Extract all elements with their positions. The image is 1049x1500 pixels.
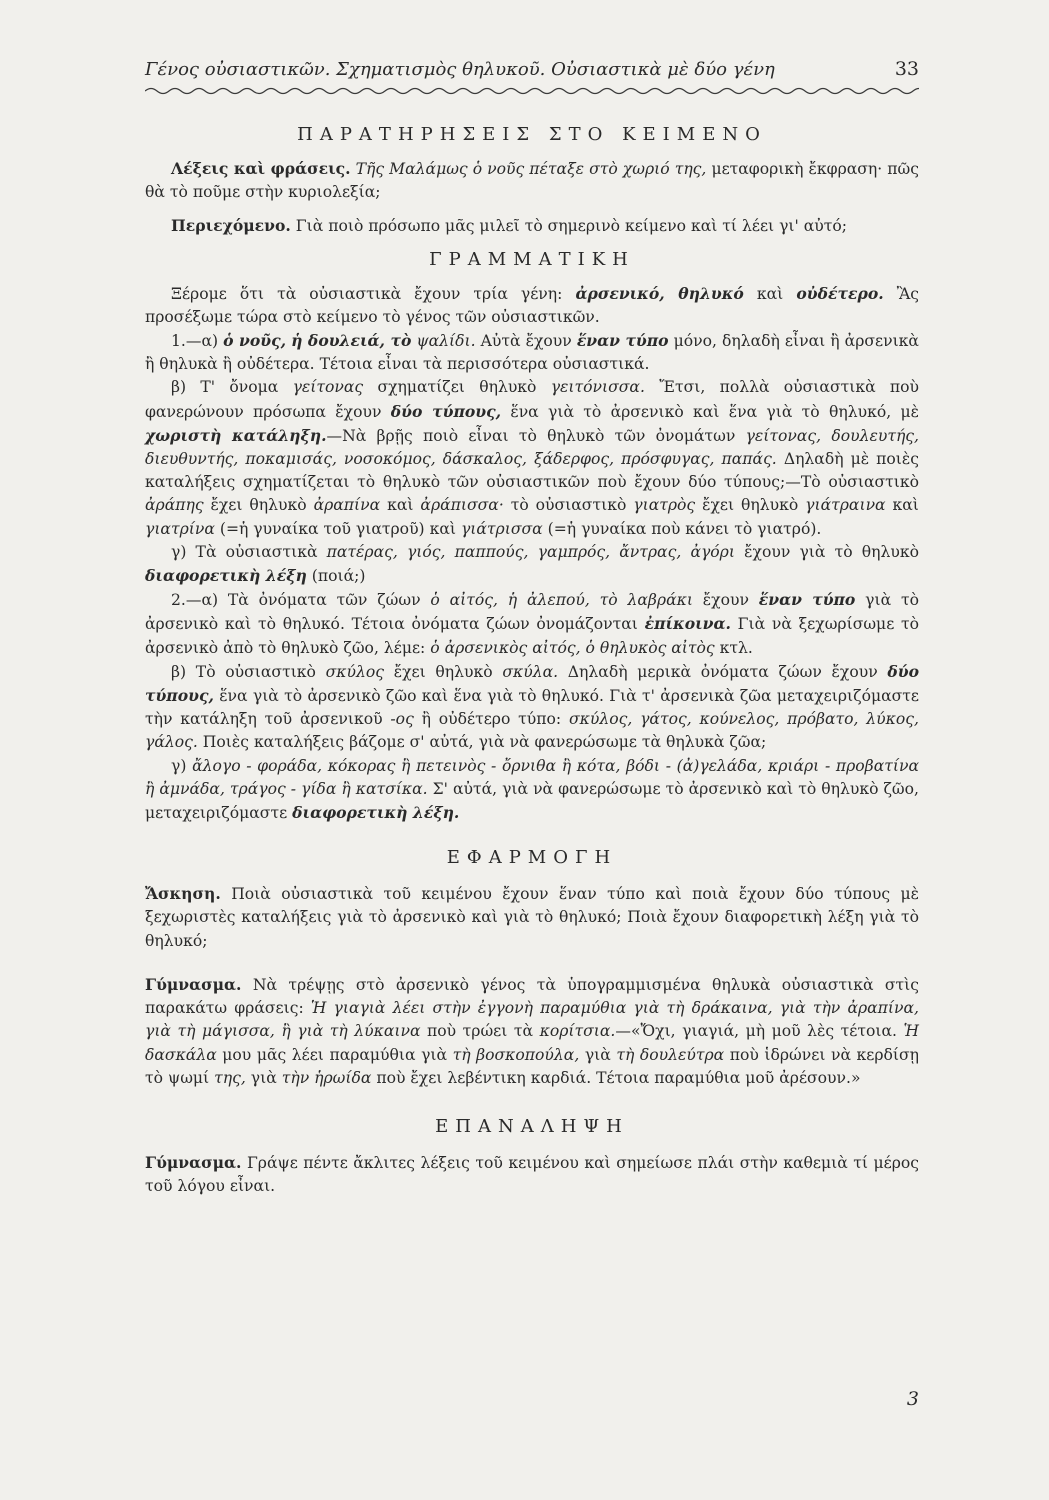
example: Ἡ γιαγιὰ λέει στὴν ἐγγονὴ παραμύθια γιὰ τὴ δράκαινα, γιὰ τὴν ἀραπίνα, γιὰ τὴ μάγισσα, ἢ γιὰ τὴ λύκαινα	[145, 999, 920, 1041]
body-text: γ)	[171, 756, 187, 775]
example: ἡ δουλειά, τὸ	[291, 331, 412, 351]
section-heading-revision: ΕΠΑΝΑΛΗΨΗ	[435, 1115, 629, 1137]
quoted-phrase: Τῆς Μαλάμως ὁ νοῦς πέταξε στὸ χωριό της,	[355, 160, 707, 178]
example: ἀραπίνα	[313, 496, 381, 515]
running-head-title: Γένος οὐσιαστικῶν. Σχηματισμὸς θηλυκοῦ. Οὐσιαστικὰ μὲ δύο γένη	[145, 59, 775, 80]
emphasis: οὐδέτερο.	[796, 283, 884, 303]
body-text: καὶ	[756, 284, 784, 303]
example: τὴ βοσκοπούλα,	[452, 1045, 580, 1064]
body-text: Γράψε πέντε ἄκλιτες λέξεις τοῦ κειμένου καὶ σημείωσε πλάι στὴν καθεμιὰ τί μέρος τοῦ λόγου εἶναι.	[145, 1153, 919, 1196]
body-text: Ἔτσι, πολλὰ οὐσιαστικὰ ποὺ φανερώνουν πρόσωπα ἔχουν	[145, 378, 920, 421]
body-text: Γιὰ νὰ ξεχωρίσωμε τὸ ἀρσενικὸ ἀπὸ τὸ θηλυκὸ ζῶο, λέμε:	[145, 615, 920, 657]
signature-mark: 3	[906, 1388, 919, 1410]
example: Ἡ δασκάλα	[145, 1022, 919, 1064]
exercise-drill	[145, 973, 919, 1090]
body-text: μόνο, δηλαδὴ εἶναι ἢ ἀρσενικὰ ἢ θηλυκὰ ἢ οὐδέτερα. Τέτοια εἶναι τὰ περισσότερα οὐσιαστικά.	[145, 332, 919, 374]
body-text: τὸ οὐσιαστικὸ	[510, 496, 627, 515]
body-text: ἔχει θηλυκὸ	[393, 662, 493, 681]
example: σκύλος, γάτος, κούνελος, πρόβατο, λύκος, γάλος.	[145, 710, 919, 752]
body-text: Νὰ τρέψῃς στὸ ἀρσενικὸ γένος τὰ ὑπογραμμισμένα θηλυκὰ οὐσιαστικὰ στὶς παρακάτω φράσεις:	[145, 975, 919, 1018]
example: γιατρίνα	[145, 519, 215, 538]
wavy-rule	[145, 86, 919, 96]
body-text: β) Τ' ὄνομα	[171, 378, 279, 397]
term-label: Περιεχόμενο.	[171, 216, 291, 236]
body-text: γιὰ τὸ ἀρσενικὸ καὶ τὸ θηλυκό. Τέτοια ὀνόματα ζώων ὀνομάζονται	[145, 591, 919, 634]
example: γειτόνισσα.	[550, 378, 645, 397]
body-text: μου μᾶς λέει παραμύθια γιὰ	[222, 1045, 448, 1064]
emphasis: δύο τύπους,	[145, 661, 920, 706]
example: τὴ δουλεύτρα	[616, 1045, 725, 1064]
paragraph-content	[145, 214, 919, 238]
emphasis: διαφορετικὴ λέξη.	[292, 803, 460, 823]
grammar-rule-2a	[145, 588, 919, 660]
emphasis: ἕναν τύπο	[758, 590, 856, 610]
body-text: ἕνα γιὰ τὸ ἀρσενικὸ ζῶο καὶ ἕνα γιὰ τὸ θηλυκό. Γιὰ τ' ἀρσενικὰ ζῶα μεταχειριζόμαστε τὴν κατάληξη τοῦ ἀρσενικοῦ	[145, 687, 919, 729]
body-text: (ποιά;)	[311, 567, 366, 586]
body-text: κτλ.	[719, 638, 753, 657]
body-text: Ξέρομε ὅτι τὰ οὐσιαστικὰ ἔχουν τρία γένη:	[171, 284, 563, 303]
body-text: β) Τὸ οὐσιαστικὸ	[171, 662, 316, 681]
body-text: ποὺ ἱδρώνει νὰ κερδίσῃ τὸ ψωμί	[145, 1045, 919, 1087]
body-text: ἔχει θηλυκὸ	[210, 496, 307, 515]
example: ἄλογο - φοράδα, κόκορας ἢ πετεινὸς - ὄρνιθα ἢ κότα, βόδι - (ἀ)γελάδα, κριάρι - προβατίνα ἢ ἀμνάδα, τράγος - γίδα ἢ κατσίκα.	[145, 756, 919, 798]
grammar-rule-1a	[145, 329, 919, 376]
term-label: Γύμνασμα.	[145, 974, 242, 994]
example: ὁ ἀρσενικὸς αἰτός, ὁ θηλυκὸς αἰτὸς	[430, 638, 715, 657]
grammar-rule-2c	[145, 755, 919, 826]
example: γιάτραινα	[805, 496, 886, 515]
body-text: 2.—α) Τὰ ὀνόματα τῶν ζώων	[171, 591, 421, 610]
example: κορίτσια.	[539, 1022, 616, 1041]
example: γείτονας, δουλευτής, διευθυντής, ποκαμισάς, νοσοκόμος, δάσκαλος, ξάδερφος, πρόσφυγας, παπάς.	[145, 426, 919, 469]
body-text: —Νὰ βρῇς ποιὸ εἶναι τὸ θηλυκὸ τῶν ὀνομάτων	[326, 426, 736, 445]
emphasis: ἀρσενικό, θηλυκό	[575, 283, 744, 303]
example: της,	[214, 1068, 246, 1087]
section-heading-application: ΕΦΑΡΜΟΓΗ	[446, 847, 618, 869]
body-text: ἔχουν	[702, 591, 749, 610]
body-text: Δηλαδὴ μερικὰ ὀνόματα ζώων ἔχουν	[567, 662, 878, 681]
grammar-rule-1b	[145, 376, 919, 540]
term-label: Λέξεις καὶ φράσεις.	[171, 159, 351, 178]
example: σκύλος	[325, 662, 385, 681]
emphasis: χωριστὴ κατάληξη.	[145, 425, 327, 445]
revision-drill	[145, 1151, 919, 1198]
example: ἀράπισσα·	[420, 496, 504, 515]
body-text: Ποιὲς καταλήξεις βάζομε σ' αὐτά, γιὰ νὰ φανερώσωμε τὰ θηλυκὰ ζῶα;	[202, 733, 767, 752]
body-text: ἔχουν γιὰ τὸ θηλυκὸ	[744, 542, 919, 561]
term-label: Γύμνασμα.	[145, 1152, 242, 1172]
body-text: ποὺ τρώει τὰ	[427, 1022, 534, 1041]
body-text: Σ' αὐτά, γιὰ νὰ φανερώσωμε τὸ ἀρσενικὸ καὶ τὸ θηλυκὸ ζῶο, μεταχειριζόμαστε	[145, 779, 919, 823]
body-text: (=ἡ γυναίκα τοῦ γιατροῦ) καὶ	[219, 519, 456, 538]
body-text: ἕνα γιὰ τὸ ἀρσενικὸ καὶ ἕνα γιὰ τὸ θηλυκό, μὲ	[510, 402, 919, 421]
body-text: Γιὰ ποιὸ πρόσωπο μᾶς μιλεῖ τὸ σημερινὸ κείμενο καὶ τί λέει γι' αὐτό;	[295, 217, 848, 236]
emphasis: δύο τύπους,	[390, 401, 502, 421]
body-text: —«Ὄχι, γιαγιά, μὴ μοῦ λὲς τέτοια.	[615, 1022, 897, 1041]
body-text: γ) Τὰ οὐσιαστικὰ	[171, 542, 318, 561]
example: ψαλίδι.	[416, 332, 476, 351]
section-heading-grammar: ΓΡΑΜΜΑΤΙΚΗ	[429, 248, 635, 270]
body-text: ποὺ ἔχει λεβέντικη καρδιά. Τέτοια παραμύθια μοῦ ἀρέσουν.»	[376, 1068, 861, 1087]
body-text: σχηματίζει θηλυκὸ	[377, 378, 537, 397]
body-text: ἢ οὐδέτερο τύπο:	[421, 710, 562, 729]
example: -ος	[390, 710, 414, 729]
example: γιάτρισσα	[460, 519, 543, 538]
example: γείτονας	[292, 378, 364, 397]
body-text: καὶ	[387, 496, 414, 515]
body-text: Ποιὰ οὐσιαστικὰ τοῦ κειμένου ἔχουν ἕναν τύπο καὶ ποιὰ ἔχουν δύο τύπους μὲ ξεχωριστὲς καταλήξεις γιὰ τὸ ἀρσενικὸ καὶ γιὰ τὸ θηλυκό; Ποιὰ ἔχουν διαφορετικὴ λέξη γιὰ τὸ θηλυκό;	[145, 885, 919, 950]
body-text: καὶ	[892, 496, 919, 515]
emphasis: διαφορετικὴ λέξη	[145, 566, 307, 586]
grammar-rule-2b	[145, 660, 919, 755]
body-text: γιὰ	[250, 1068, 277, 1087]
example: ὁ αἰτός, ἡ ἀλεπού, τὸ λαβράκι	[430, 591, 693, 610]
example: γιατρὸς	[633, 496, 696, 515]
emphasis: ἕναν τύπο	[576, 331, 669, 351]
example: ὁ νοῦς,	[223, 331, 287, 351]
emphasis: ἐπίκοινα.	[644, 614, 731, 634]
example: σκύλα.	[502, 662, 559, 681]
body-text: 1.—α)	[171, 332, 219, 351]
example: τὴν ἡρωίδα	[281, 1068, 372, 1087]
example: πατέρας, γιός, παππούς, γαμπρός, ἄντρας, ἀγόρι	[326, 542, 735, 561]
grammar-intro	[145, 282, 919, 329]
body-text: Δηλαδὴ μὲ ποιὲς καταλήξεις σχηματίζεται τὸ θηλυκὸ τῶν οὐσιαστικῶν ποὺ ἔχουν δύο τύπους;—Τὸ οὐσιαστικὸ	[145, 450, 919, 492]
paragraph-words-phrases	[145, 157, 919, 204]
term-label: Ἄσκηση.	[145, 884, 221, 904]
body-text: Ἂς προσέξωμε τώρα στὸ κείμενο τὸ γένος τῶν οὐσιαστικῶν.	[145, 284, 920, 326]
body-text: Αὐτὰ ἔχουν	[480, 332, 572, 351]
body-text: ἔχει θηλυκὸ	[702, 496, 799, 515]
body-text: μεταφορικὴ ἔκφραση· πῶς θὰ τὸ ποῦμε στὴν κυριολεξία;	[145, 160, 919, 202]
running-head	[145, 58, 919, 86]
example: ἀράπης	[145, 496, 204, 515]
grammar-rule-1c	[145, 541, 919, 588]
section-heading-observations: ΠΑΡΑΤΗΡΗΣΕΙΣ ΣΤΟ ΚΕΙΜΕΝΟ	[297, 124, 767, 145]
page-number: 33	[894, 58, 919, 80]
body-text: (=ἡ γυναίκα ποὺ κάνει τὸ γιατρό).	[547, 519, 822, 538]
body-text: γιὰ	[584, 1045, 611, 1064]
exercise-question	[145, 882, 919, 953]
